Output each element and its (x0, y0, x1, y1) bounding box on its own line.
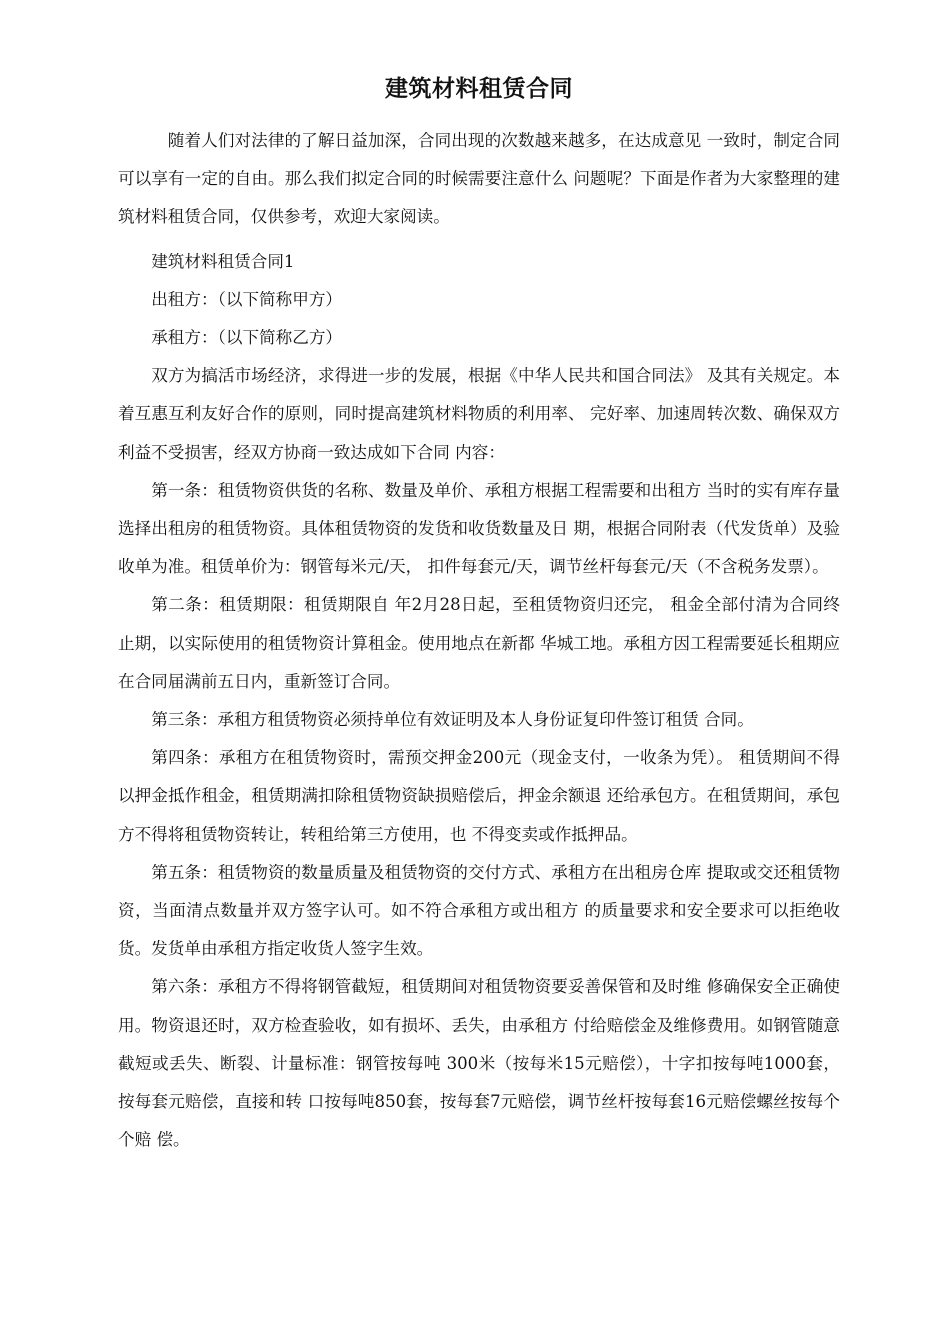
contract-heading: 建筑材料租赁合同1 (151, 251, 295, 271)
lessor-line: 出租方：（以下简称甲方） (151, 289, 343, 309)
article-5: 第五条：租赁物资的数量质量及租赁物资的交付方式、承租方在出租房仓库 提取或交还租赁物资，当面清点数量并双方签字认可。如不符合承租方或出租方 的质量要求和安全要求可以拒绝收货。发货单由承租方指定收货人签字生效。 (118, 862, 840, 959)
article-4: 第四条：承租方在租赁物资时，需预交押金200元（现金支付，一收条为凭）。 租赁期间不得以押金抵作租金，租赁期满扣除租赁物资缺损赔偿后，押金余额退 还给承包方。在租赁期间，承包方不得将租赁物资转让，转租给第三方使用，也 不得变卖或作抵押品。 (118, 748, 840, 844)
document-page (118, 70, 840, 1159)
article-3: 第三条：承租方租赁物资必须持单位有效证明及本人身份证复印件签订租赁 合同。 (151, 710, 754, 730)
article-2: 第二条：租赁期限：租赁期限自 年2月28日起，至租赁物资归还完， 租金全部付清为合同终止期，以实际使用的租赁物资计算租金。使用地点在新都 华城工地。承租方因工程需要延长租期应在合同届满前五日内，重新签订合同。 (118, 595, 840, 691)
document-title: 建筑材料租赁合同 (385, 76, 573, 102)
article-1: 第一条：租赁物资供货的名称、数量及单价、承租方根据工程需要和出租方 当时的实有库存量选择出租房的租赁物资。具体租赁物资的发货和收货数量及日 期，根据合同附表（代发货单）及验收单为准。租赁单价为：钢管每米元/天， 扣件每套元/天，调节丝杆每套元/天（不含税务发票）。 (118, 480, 840, 577)
lessee-line: 承租方：（以下简称乙方） (151, 328, 343, 348)
article-6: 第六条：承租方不得将钢管截短，租赁期间对租赁物资要妥善保管和及时维 修确保安全正确使用。物资退还时，双方检查验收，如有损坏、丢失，由承租方 付给赔偿金及维修费用。如钢管随意截短或丢失、断裂、计量标准：钢管按每吨 300米（按每米15元赔偿），十字扣按每吨1000套，按每套元赔偿，直接和转 口按每吨850套，按每套7元赔偿，调节丝杆按每套16元赔偿螺丝按每个个赔 偿。 (118, 977, 840, 1150)
preamble-paragraph: 双方为搞活市场经济，求得进一步的发展，根据《中华人民共和国合同法》 及其有关规定。本着互惠互利友好合作的原则，同时提高建筑材料物质的利用率、 完好率、加速周转次数、确保双方利益不受损害，经双方协商一致达成如下合同 内容： (118, 366, 840, 462)
intro-paragraph: 随着人们对法律的了解日益加深，合同出现的次数越来越多，在达成意见 一致时，制定合同可以享有一定的自由。那么我们拟定合同的时候需要注意什么 问题呢？下面是作者为大家整理的建筑材料租赁合同，仅供参考，欢迎大家阅读。 (118, 131, 840, 227)
